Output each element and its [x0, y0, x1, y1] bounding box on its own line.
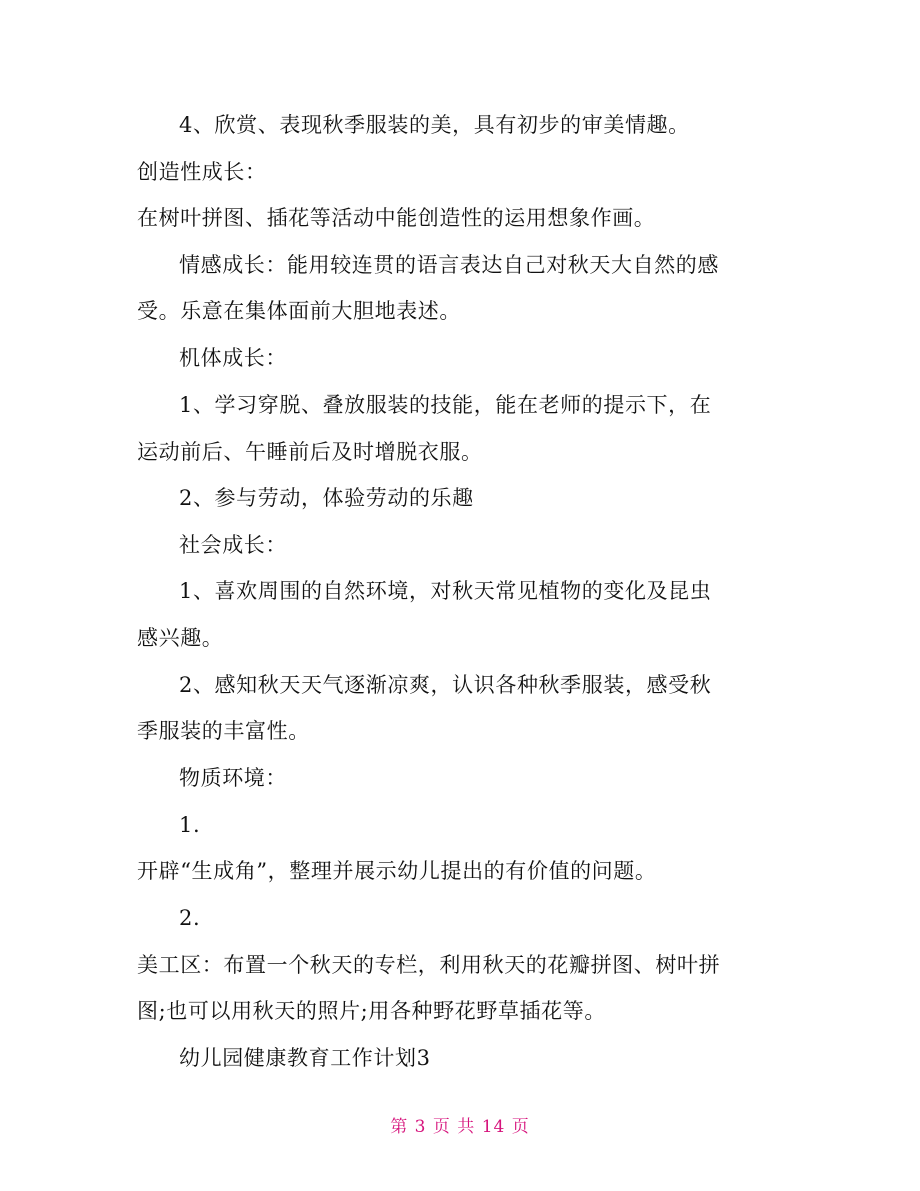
section-heading: 社会成长： — [179, 533, 287, 557]
paragraph-line: 受。乐意在集体面前大胆地表述。 — [137, 299, 461, 323]
paragraph-line: 2、参与劳动，体验劳动的乐趣 — [179, 486, 474, 510]
paragraph-line: 1、喜欢周围的自然环境，对秋天常见植物的变化及昆虫 — [179, 579, 712, 603]
paragraph-line: 1、学习穿脱、叠放服装的技能，能在老师的提示下，在 — [179, 393, 712, 417]
paragraph-line: 美工区：布置一个秋天的专栏，利用秋天的花瓣拼图、树叶拼 — [137, 953, 721, 977]
paragraph-line: 情感成长：能用较连贯的语言表达自己对秋天大自然的感 — [179, 253, 719, 277]
section-title: 幼儿园健康教育工作计划3 — [179, 1046, 431, 1070]
list-number: 2. — [179, 906, 201, 930]
paragraph-line: 2、感知秋天天气逐渐凉爽，认识各种秋季服装，感受秋 — [179, 673, 712, 697]
list-number: 1. — [179, 813, 201, 837]
paragraph-line: 图;也可以用秋天的照片;用各种野花野草插花等。 — [137, 999, 606, 1023]
section-heading: 机体成长： — [179, 346, 287, 370]
paragraph-line: 运动前后、午睡前后及时增脱衣服。 — [137, 440, 483, 464]
section-heading: 创造性成长： — [137, 160, 267, 184]
page-number-footer: 第 3 页 共 14 页 — [390, 1117, 530, 1137]
paragraph-line: 感兴趣。 — [137, 626, 224, 650]
paragraph-line: 4、欣赏、表现秋季服装的美，具有初步的审美情趣。 — [179, 113, 690, 137]
paragraph-line: 开辟“生成角”，整理并展示幼儿提出的有价值的问题。 — [137, 859, 657, 883]
section-heading: 物质环境： — [179, 766, 287, 790]
paragraph-line: 在树叶拼图、插花等活动中能创造性的运用想象作画。 — [137, 206, 656, 230]
paragraph-line: 季服装的丰富性。 — [137, 719, 310, 743]
